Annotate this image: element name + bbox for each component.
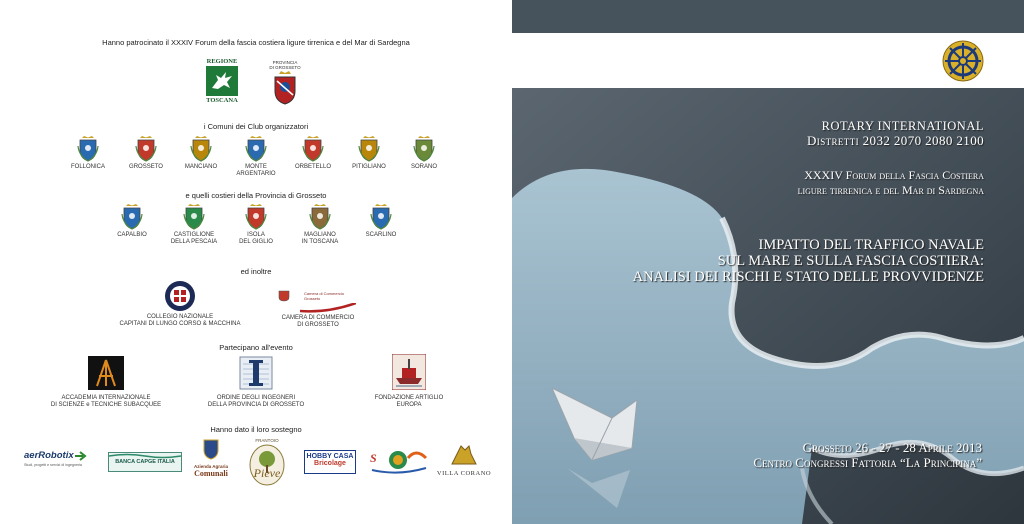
pieve-label-top: FRANTOIO <box>255 438 279 443</box>
coat-of-arms-icon <box>121 204 143 230</box>
camera-commercio-swoosh-icon <box>300 303 356 313</box>
comune-label: GROSSETO <box>129 164 163 170</box>
comune-label: FOLLONICA <box>70 164 105 170</box>
costiero-label: ISOLA <box>247 232 265 238</box>
artiglio-line-1: FONDAZIONE ARTIGLIO <box>374 395 444 401</box>
event-date: Grosseto 26 - 27 - 28 Aprile 2013 <box>802 440 982 455</box>
aerrobotix-tagline: Studi, progetti e servizi di ingegneria <box>24 463 82 467</box>
costiero-label: CASTIGLIONE <box>173 232 215 238</box>
sponsor-hobby-casa <box>304 450 356 474</box>
caption-inoltre: ed inoltre <box>240 267 272 276</box>
comune-label: MANCIANO <box>184 164 218 170</box>
azienda-label-top: Azienda Agraria <box>193 464 229 469</box>
provincia-label-bottom: DI GROSSETO <box>269 65 301 70</box>
pegasus-icon <box>206 66 238 96</box>
coat-of-arms-icon <box>135 136 157 162</box>
sponsor-azienda-agraria <box>188 438 234 478</box>
camera-line-2: DI GROSSETO <box>297 321 339 328</box>
costiero-label: CAPALBIO <box>117 232 147 238</box>
distretti-line: Distretti 2032 2070 2080 2100 <box>807 133 984 148</box>
azienda-name: Comunali <box>194 469 228 478</box>
sponsor-villa-corano <box>436 442 492 477</box>
caption-costieri: e quelli costieri della Provincia di Grosseto <box>185 191 327 200</box>
rotary-title: ROTARY INTERNATIONAL <box>821 119 984 133</box>
coat-of-arms-icon <box>302 136 324 162</box>
top-slate-band <box>512 0 1024 33</box>
logo-provincia-grosseto <box>266 60 304 110</box>
provincia-crest-icon <box>272 71 298 105</box>
caption-sostegno: Hanno dato il loro sostegno <box>210 425 302 434</box>
sponsor-frantoio-pieve <box>244 438 290 489</box>
coat-of-arms-icon <box>309 204 331 230</box>
comune-3 <box>226 136 286 178</box>
sponsor-banca <box>108 452 182 472</box>
main-title-line-2: SUL MARE E SULLA FASCIA COSTIERA: <box>717 253 984 269</box>
caption-patrocinio: Hanno patrocinato il XXXIV Forum della fascia costiera ligure tirrenica e del Mar di Sardegna <box>102 38 410 47</box>
logo-fondazione-artiglio <box>354 354 464 409</box>
coat-of-arms-icon <box>413 136 435 162</box>
collegio-line-2: CAPITANI DI LUNGO CORSO & MACCHINA <box>119 320 241 327</box>
bricolage-name: Bricolage <box>314 460 346 467</box>
coat-of-arms-icon <box>370 204 392 230</box>
event-venue: Centro Congressi Fattoria “La Principina” <box>753 455 982 470</box>
rotary-wheel-icon <box>942 40 984 82</box>
ordine-ingegneri-icon <box>239 356 273 390</box>
artiglio-line-2: EUROPA <box>396 401 422 408</box>
camera-commercio-logo-text: Camera di Commercio Grosseto <box>304 291 345 301</box>
comune-label: PITIGLIANO <box>352 164 386 170</box>
ordine-line-1: ORDINE DEGLI INGEGNERI <box>216 395 296 401</box>
costiero-label: SCARLINO <box>365 232 397 238</box>
coat-of-arms-icon <box>190 136 212 162</box>
aerrobotix-arrow-icon <box>75 451 87 461</box>
accademia-line-2: DI SCIENZE e TECNICHE SUBACQUEE <box>50 401 162 408</box>
accademia-trident-icon <box>88 356 124 390</box>
costiero-2 <box>226 204 286 246</box>
costiero-1 <box>164 204 224 246</box>
comune-0 <box>58 136 118 171</box>
costiero-label: IN TOSCANA <box>301 238 339 245</box>
camera-commercio-icon <box>278 290 290 302</box>
artiglio-ship-icon <box>392 354 426 390</box>
regione-label-bottom: TOSCANA <box>206 97 238 104</box>
villa-lion-icon <box>449 442 479 468</box>
comune-label: SORANO <box>410 164 437 170</box>
coat-of-arms-icon <box>358 136 380 162</box>
logo-camera-commercio <box>258 288 378 329</box>
aerrobotix-name: aerRobotix <box>24 450 74 461</box>
sponsor-aerrobotix <box>24 450 102 467</box>
comune-4 <box>283 136 343 171</box>
ordine-line-2: DELLA PROVINCIA DI GROSSETO <box>207 401 305 408</box>
comune-5 <box>339 136 399 171</box>
logo-ordine-ingegneri <box>188 356 324 409</box>
provincia-label-top: PROVINCIA <box>272 60 298 65</box>
collegio-seal-icon <box>164 280 196 312</box>
caption-partecipano: Partecipano all'evento <box>219 343 293 352</box>
comune-label: MONTE <box>245 164 267 170</box>
main-title-line-3: ANALISI DEI RISCHI E STATO DELLE PROVVIDENZE <box>632 269 984 285</box>
comune-label: ORBETELLO <box>294 164 331 170</box>
logo-accademia <box>36 356 176 409</box>
coat-of-arms-icon <box>77 136 99 162</box>
costiero-label: DEL GIGLIO <box>239 238 273 245</box>
regione-label-top: REGIONE <box>206 58 238 65</box>
coat-of-arms-icon <box>245 136 267 162</box>
banca-name: BANCA CAPGE ITALIA <box>115 459 175 465</box>
costiero-4 <box>351 204 411 239</box>
sponsor-colorful-logo-icon <box>368 446 430 476</box>
pieve-name: Pieve <box>253 466 281 480</box>
svg-text:S: S <box>370 451 377 465</box>
comune-label: ARGENTARIO <box>236 170 276 177</box>
forum-line: XXXIV Forum della Fascia Costiera <box>804 168 984 182</box>
villa-name: VILLA CORANO <box>436 470 492 477</box>
forum-subline: ligure tirrenica e del Mar di Sardegna <box>797 183 984 197</box>
costiero-3 <box>290 204 350 246</box>
comune-1 <box>116 136 176 171</box>
coat-of-arms-icon <box>183 204 205 230</box>
logo-collegio-nazionale <box>100 280 260 328</box>
accademia-line-1: ACCADEMIA INTERNAZIONALE <box>61 395 151 401</box>
hobby-name: HOBBY CASA <box>306 453 354 460</box>
comune-6 <box>394 136 454 171</box>
cover-panel <box>512 0 1024 524</box>
costiero-label: DELLA PESCAIA <box>170 238 218 245</box>
camera-line-1: CAMERA DI COMMERCIO <box>281 315 355 321</box>
logo-regione-toscana <box>204 58 240 108</box>
comune-2 <box>171 136 231 171</box>
azienda-crest-icon <box>202 438 220 460</box>
costiero-0 <box>102 204 162 239</box>
costiero-label: MAGLIANO <box>304 232 336 238</box>
caption-comuni: i Comuni dei Club organizzatori <box>203 122 309 131</box>
main-title-line-1: IMPATTO DEL TRAFFICO NAVALE <box>758 237 984 253</box>
coat-of-arms-icon <box>245 204 267 230</box>
collegio-line-1: COLLEGIO NAZIONALE <box>146 314 214 320</box>
